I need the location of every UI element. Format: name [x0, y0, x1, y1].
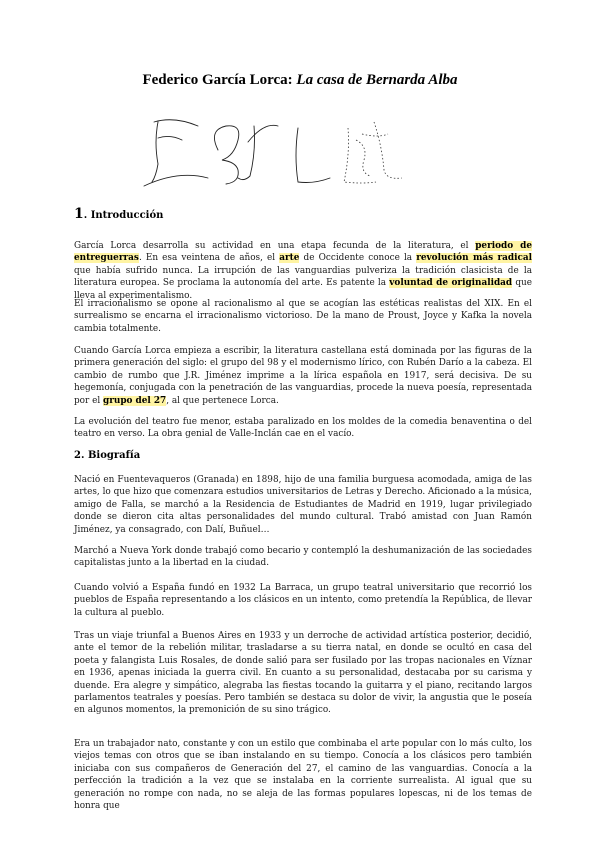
- intro-paragraph-2: El irracionalismo se opone al racionalismo al que se acogían las estéticas realistas del XIX. En el surrealismo se encarna el irracionalismo victorioso. De la mano de Proust, Joyce y Kafka la novela cambia totalmente.: [74, 299, 532, 334]
- bio-paragraph-5: Era un trabajador nato, constante y con un estilo que combinaba el arte popular con lo más culto, los viejos temas con otros que se iban instalando en su tiempo. Conocía a los clásicos pero también iniciaba con sus compañeros de Generación del 27, el camino de las vanguardias. Conocía a la perfección la tradición a la vez que se instalaba en la corriente surrealista. Al igual que su generación no rompe con nada, no se aleja de las formas populares lopescas, ni de los temas de honra que: [74, 739, 532, 812]
- section-heading-biografia: 2. Biografía: [74, 450, 141, 461]
- bio-paragraph-4: Tras un viaje triunfal a Buenos Aires en 1933 y un derroche de actividad artística posterior, decidió, ante el temor de la rebelión militar, trasladarse a su tierra natal, en donde se ocultó en casa del poeta y falangista Luis Rosales, de donde salió para ser fusilado por las tropas nacionales en Víznar en 1936, apenas iniciada la guerra civil. En cuanto a su personalidad, destacaba por su carisma y duende. Era alegre y simpático, alegraba las fiestas tocando la guitarra y el piano, recitando largos parlamentos teatrales y poesías. Pero también se destaca su dolor de vivir, la angustia que le poseía en algunos momentos, la premonición de su sino trágico.: [74, 631, 532, 716]
- bio-paragraph-1: Nació en Fuentevaqueros (Granada) en 1898, hijo de una familia burguesa acomodada, amiga de las artes, lo que hizo que comenzara estudios universitarios de Letras y Derecho. Aficionado a la música, amigo de Falla, se marchó a la Residencia de Estudiantes de Madrid en 1919, lugar privilegiado donde se dieron cita altas personalidades del mundo cultural. Trabó amistad con Juan Ramón Jiménez, ya consagrado, con Dalí, Buñuel…: [74, 475, 532, 535]
- intro-paragraph-3: Cuando García Lorca empieza a escribir, la literatura castellana está dominada por las figuras de la primera generación del siglo: el grupo del 98 y el modernismo lírico, con Rubén Darío a la cabeza. El cambio de rumbo que J.R. Jiménez imprime a la lírica española en 1917, será decisiva. De su hegemonía, conjugada con la penetración de las vanguardias, procede la nueva poesía, representada por el grupo del 27, al que pertenece Lorca.: [74, 346, 532, 406]
- intro-paragraph-1: García Lorca desarrolla su actividad en una etapa fecunda de la literatura, el periodo de entreguerras. En esa veintena de años, el arte de Occidente conoce la revolución más radical que había sufrido nunca. La irrupción de las vanguardias pulveriza la tradición clasicista de la literatura europea. Se proclama la autonomía del arte. Es patente la voluntad de originalidad que lleva al experimentalismo.: [74, 241, 533, 301]
- bio-paragraph-3: Cuando volvió a España fundó en 1932 La Barraca, un grupo teatral universitario que recorrió los pueblos de España representando a los clásicos en un intento, como pretendía la República, de llevar la cultura al pueblo.: [74, 583, 532, 618]
- title-author: Federico García Lorca:: [142, 72, 297, 88]
- title-work: La casa de Bernarda Alba: [296, 72, 458, 88]
- intro-paragraph-4: La evolución del teatro fue menor, estaba paralizado en los moldes de la comedia benaventina o del teatro en verso. La obra genial de Valle-Inclán cae en el vacío.: [74, 417, 532, 440]
- section-heading-introduccion: 1. Introducción: [74, 206, 164, 222]
- bio-paragraph-2: Marchó a Nueva York donde trabajó como becario y contempló la deshumanización de las sociedades capitalistas junto a la libertad en la ciudad.: [74, 546, 532, 569]
- signature-image: [138, 112, 410, 198]
- page-title: [0, 72, 600, 89]
